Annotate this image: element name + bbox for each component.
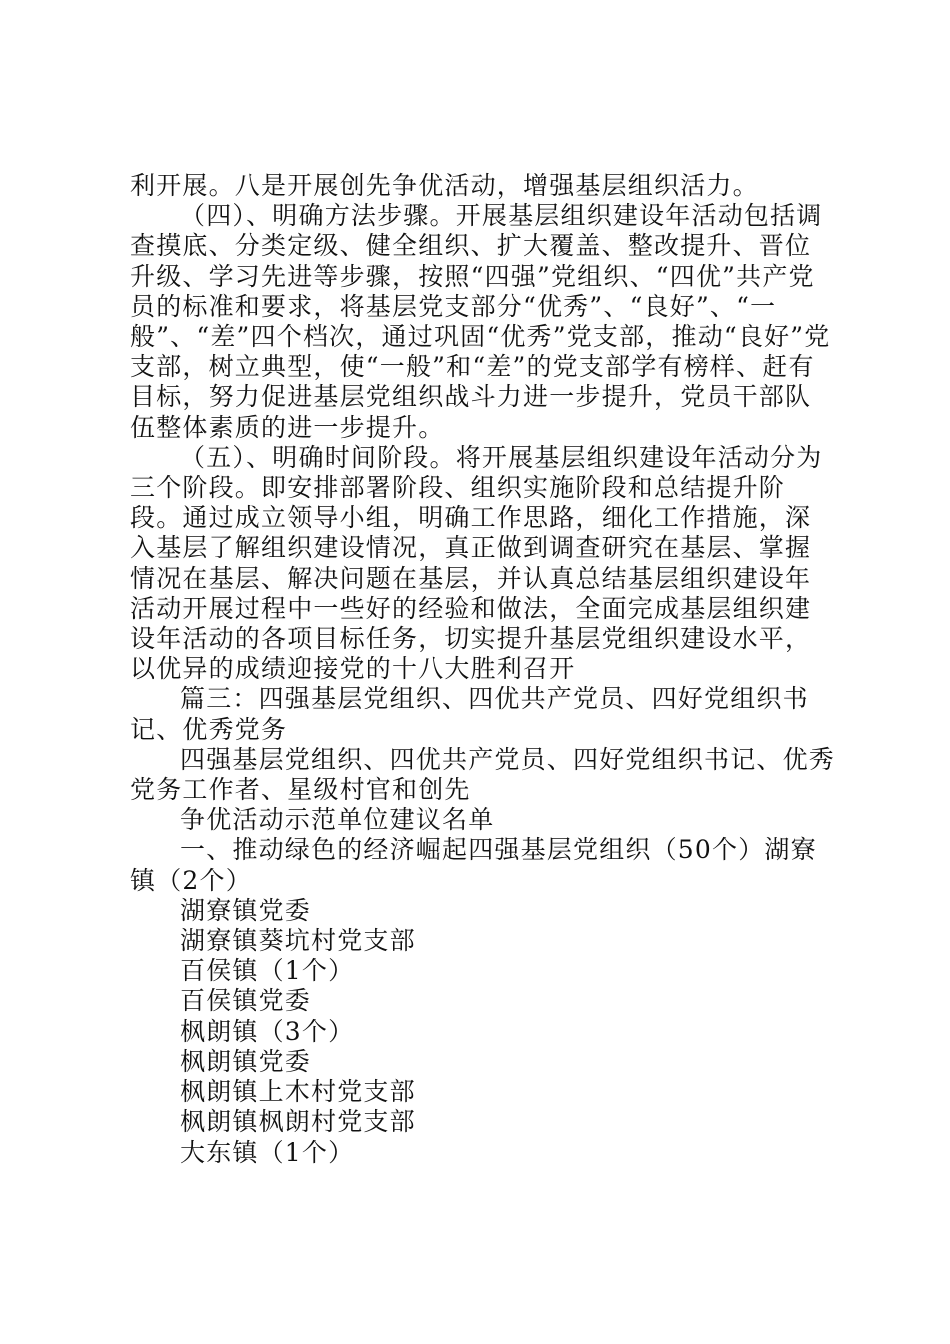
organization-list [130,896,835,1168]
list-item: 枫朗镇（3个） [180,1016,355,1046]
paragraph-method-steps: （四）、明确方法步骤。开展基层组织建设年活动包括调查摸底、分类定级、健全组织、扩大覆盖、整改提升、晋位升级、学习先进等步骤，按照“四强”党组织、“四优”共产党员的标准和要求，将基层党支部分“优秀”、“良好”、“一般”、“差”四个档次，通过巩固“优秀”党支部，推动“良好”党支部，树立典型，使“一般”和“差”的党支部学有榜样、赶有目标，努力促进基层党组织战斗力进一步提升，党员干部队伍整体素质的进一步提升。 [130,201,831,442]
list-item: 湖寮镇党委 [180,895,312,925]
list-item: 湖寮镇葵坑村党支部 [180,926,416,956]
list-item: 大东镇（1个） [180,1137,355,1167]
list-title: 四强基层党组织、四优共产党员、四好党组织书记、优秀党务工作者、星级村官和创先 [130,744,836,805]
section-heading-part-three: 篇三：四强基层党组织、四优共产党员、四好党组织书记、优秀党务 [130,684,809,744]
category-heading: 一、推动绿色的经济崛起四强基层党组织（50个）湖寮镇（2个） [130,835,817,895]
list-item: 枫朗镇上木村党支部 [180,1077,416,1107]
list-item: 枫朗镇党委 [180,1046,312,1076]
list-item: 枫朗镇枫朗村党支部 [180,1107,416,1137]
list-item: 百侯镇党委 [180,986,312,1016]
paragraph-continuation: 利开展。八是开展创先争优活动，增强基层组织活力。 [130,171,759,200]
document-body [130,171,835,1168]
list-title-continued: 争优活动示范单位建议名单 [180,805,495,835]
list-item: 百侯镇（1个） [180,956,355,986]
paragraph-time-stages: （五）、明确时间阶段。将开展基层组织建设年活动分为三个阶段。即安排部署阶段、组织实施阶段和总结提升阶段。通过成立领导小组，明确工作思路，细化工作措施，深入基层了解组织建设情况，真正做到调查研究在基层、掌握情况在基层、解决问题在基层，并认真总结基层组织建设年活动开展过程中一些好的经验和做法，全面完成基层组织建设年活动的各项目标任务，切实提升基层党组织建设水平，以优异的成绩迎接党的十八大胜利召开 [130,442,823,684]
